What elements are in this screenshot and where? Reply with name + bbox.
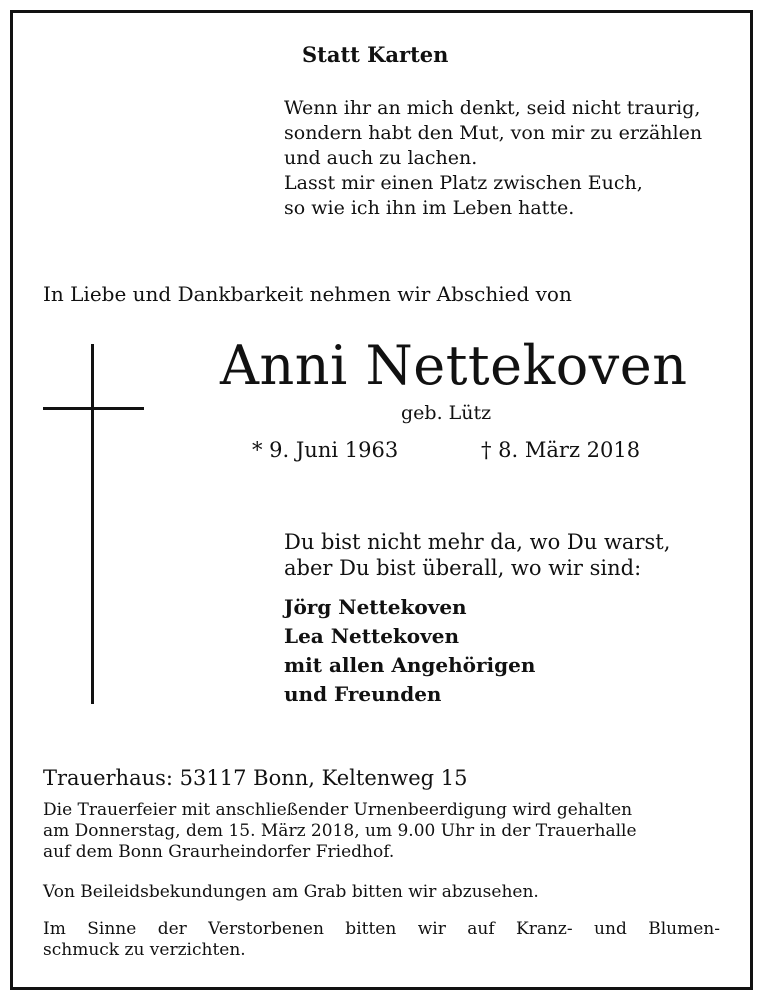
flowers-notice [43, 919, 720, 961]
birth-date: * 9. Juni 1963 [252, 438, 399, 462]
ceremony-line: am Donnerstag, dem 15. März 2018, um 9.00 Uhr in der Trauerhalle [43, 821, 637, 841]
mourning-house-address: Trauerhaus: 53117 Bonn, Keltenweg 15 [43, 766, 468, 790]
mourners-list [284, 593, 535, 709]
maiden-name: geb. Lütz [401, 402, 492, 424]
flowers-line: Im Sinne der Verstorbenen bitten wir auf Kranz- und Blumen- [43, 919, 720, 939]
poem-line: Wenn ihr an mich denkt, seid nicht traurig, [284, 97, 701, 119]
poem-line: Lasst mir einen Platz zwischen Euch, [284, 172, 643, 194]
verse [284, 529, 670, 581]
verse-line: aber Du bist überall, wo wir sind: [284, 556, 642, 580]
deceased-name: Anni Nettekoven [220, 334, 688, 397]
poem-line: und auch zu lachen. [284, 147, 478, 169]
mourner: mit allen Angehörigen [284, 653, 536, 677]
cross-icon-vertical [91, 344, 94, 704]
poem-line: so wie ich ihn im Leben hatte. [284, 197, 575, 219]
ceremony-notice [43, 800, 720, 863]
ceremony-line: Die Trauerfeier mit anschließender Urnenbeerdigung wird gehalten [43, 800, 633, 820]
ceremony-line: auf dem Bonn Graurheindorfer Friedhof. [43, 842, 395, 862]
poem-line: sondern habt den Mut, von mir zu erzählen [284, 122, 703, 144]
heading-statt-karten: Statt Karten [302, 42, 449, 67]
mourner: und Freunden [284, 682, 442, 706]
condolence-notice: Von Beileidsbekundungen am Grab bitten wir abzusehen. [43, 882, 539, 902]
cross-icon-horizontal [43, 407, 144, 410]
flowers-line: schmuck zu verzichten. [43, 940, 246, 960]
death-date: † 8. März 2018 [481, 438, 641, 462]
verse-line: Du bist nicht mehr da, wo Du warst, [284, 530, 671, 554]
farewell-intro: In Liebe und Dankbarkeit nehmen wir Abschied von [43, 282, 572, 306]
poem [284, 96, 702, 221]
mourner: Jörg Nettekoven [284, 595, 467, 619]
mourner: Lea Nettekoven [284, 624, 459, 648]
